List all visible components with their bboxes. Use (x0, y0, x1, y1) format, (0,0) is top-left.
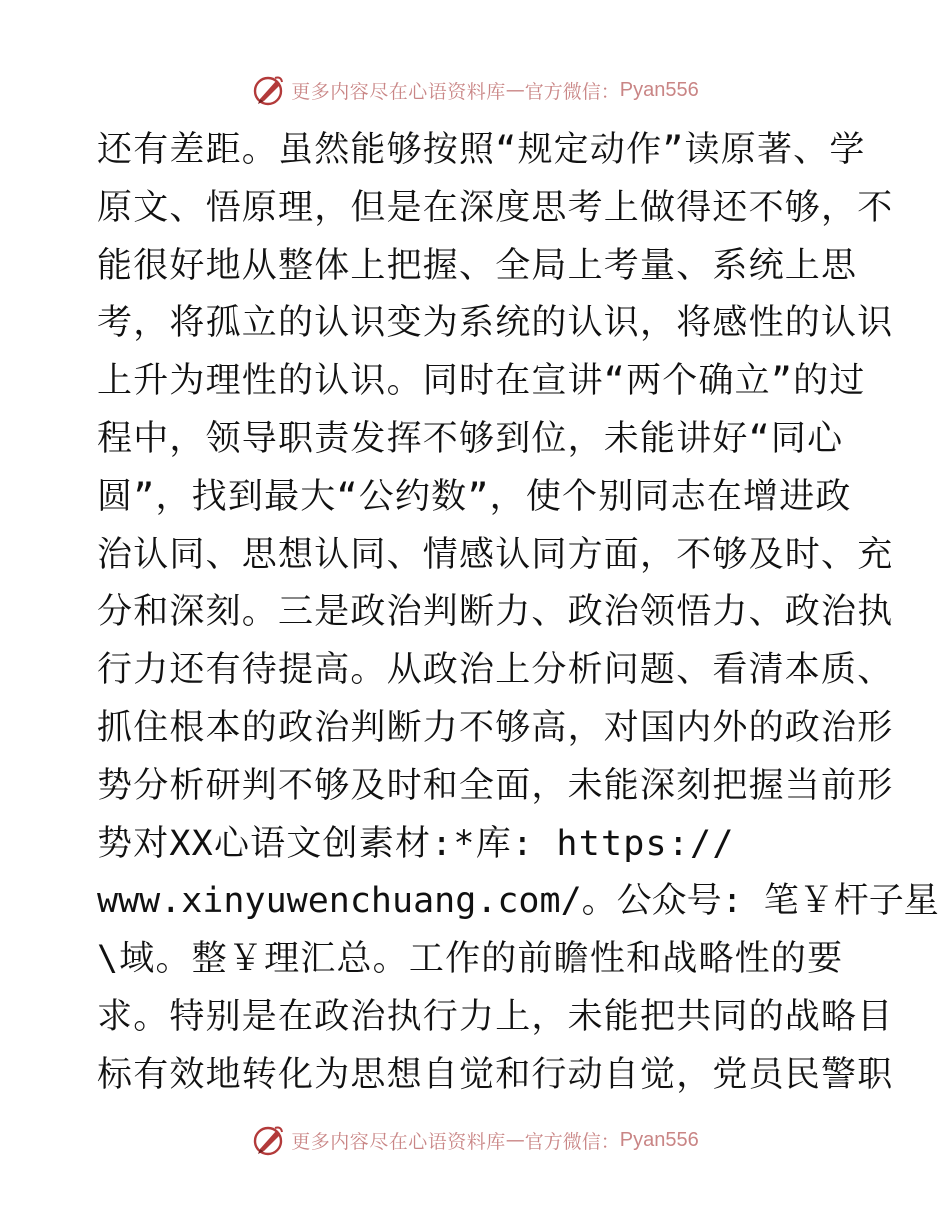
header-promo-text: 更多内容尽在心语资料库 (291, 80, 506, 103)
text-line: \域。整￥理汇总。工作的前瞻性和战略性的要 (97, 939, 844, 980)
text-line: www.xinyuwenchuang.com/。公众号: 笔￥杆子星 (97, 881, 939, 922)
text-line: 上升为理性的认识。同时在宣讲“两个确立”的过 (97, 361, 866, 402)
text-line: 势分析研判不够及时和全面，未能深刻把握当前形 (97, 765, 894, 806)
text-line: 还有差距。虽然能够按照“规定动作”读原著、学 (97, 130, 866, 170)
text-line: 程中，领导职责发挥不够到位，未能讲好“同心 (97, 418, 844, 459)
text-line: 原文、悟原理，但是在深度思考上做得还不够，不 (97, 187, 894, 228)
document-body (97, 122, 939, 1105)
footer-wechat-label: 官方微信： (524, 1130, 620, 1153)
text-line: 治认同、思想认同、情感认同方面，不够及时、充 (97, 534, 894, 575)
text-line: 标有效地转化为思想自觉和行动自觉，党员民警职 (97, 1054, 894, 1095)
text-line: 考，将孤立的认识变为系统的认识，将感性的认识 (97, 303, 894, 344)
text-line: 分和深刻。三是政治判断力、政治领悟力、政治执 (97, 592, 894, 633)
header-dash: — (505, 79, 525, 101)
footer-banner (0, 1120, 950, 1160)
header-wechat-label: 官方微信： (524, 80, 620, 103)
header-banner (0, 70, 950, 110)
pen-logo-icon (251, 1122, 287, 1158)
text-line: 势对XX心语文创素材:*库: https:// (97, 823, 735, 864)
text-line: 圆”，找到最大“公约数”，使个别同志在增进政 (97, 476, 852, 517)
text-line: 行力还有待提高。从政治上分析问题、看清本质、 (97, 650, 894, 691)
pen-logo-icon (251, 72, 287, 108)
text-line: 求。特别是在政治执行力上，未能把共同的战略目 (97, 996, 894, 1037)
footer-promo-text: 更多内容尽在心语资料库 (291, 1130, 506, 1153)
header-wechat-id: Pyan556 (619, 78, 699, 101)
text-line: 抓住根本的政治判断力不够高，对国内外的政治形 (97, 707, 894, 748)
footer-wechat-id: Pyan556 (619, 1128, 699, 1151)
text-line: 能很好地从整体上把握、全局上考量、系统上思 (97, 245, 858, 286)
footer-dash: — (505, 1129, 525, 1151)
